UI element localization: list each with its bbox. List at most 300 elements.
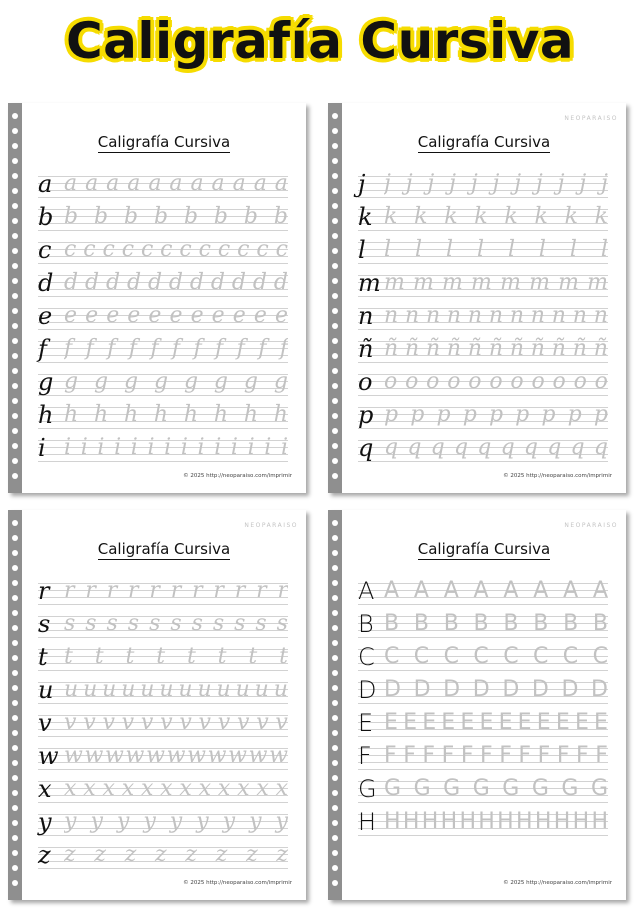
binding-hole (12, 655, 18, 661)
practice-row-v (38, 708, 288, 741)
binding-hole (12, 233, 18, 239)
binding-hole (12, 610, 18, 616)
model-letter: x (38, 775, 52, 803)
trace-letter: m (471, 270, 492, 295)
trace-letter: a (190, 171, 204, 196)
practice-row-w (38, 741, 288, 774)
trace-letter: o (447, 369, 461, 394)
trace-letter: x (140, 776, 154, 801)
trace-letter: f (279, 336, 288, 361)
trace-letter: j (449, 171, 456, 196)
model-letter: l (358, 236, 366, 264)
binding-hole (332, 685, 338, 691)
binding-hole (332, 610, 338, 616)
trace-letter: q (570, 435, 585, 460)
binding-hole (12, 595, 18, 601)
trace-letter: s (85, 611, 97, 636)
binding-hole (332, 595, 338, 601)
model-letter: y (38, 808, 52, 836)
trace-letters (384, 334, 608, 364)
trace-letter: l (445, 237, 454, 262)
model-letter: d (38, 269, 54, 297)
trace-letters (384, 675, 608, 705)
sheet-footer: © 2025 http://neoparaiso.com/imprimir (503, 473, 612, 479)
trace-letters (384, 202, 608, 232)
binding-hole (332, 338, 338, 344)
trace-letters (384, 774, 608, 804)
trace-letter: F (480, 743, 493, 768)
model-letter: w (38, 742, 59, 770)
trace-letter: o (573, 369, 587, 394)
trace-letter: H (516, 809, 533, 834)
trace-letter: ñ (446, 336, 462, 361)
worksheet-uppercase-a-h (328, 510, 626, 900)
binding-hole (332, 835, 338, 841)
trace-letter: F (595, 743, 608, 768)
trace-letter: e (232, 303, 246, 328)
trace-letter: d (252, 270, 267, 295)
binding-hole (332, 383, 338, 389)
trace-letter: o (426, 369, 440, 394)
trace-letter: r (192, 578, 203, 603)
trace-letter: v (179, 710, 192, 735)
trace-letter: m (413, 270, 434, 295)
trace-letter: i (214, 435, 222, 460)
trace-letter: F (403, 743, 416, 768)
trace-letter: h (64, 402, 79, 427)
trace-letter: g (243, 369, 258, 394)
trace-letter: b (93, 204, 109, 229)
trace-letter: z (276, 842, 288, 867)
trace-letter: i (247, 435, 255, 460)
trace-letter: y (90, 809, 103, 834)
trace-letter: o (405, 369, 419, 394)
trace-letter: u (64, 677, 79, 702)
trace-letter: k (384, 204, 398, 229)
binding-hole (12, 263, 18, 269)
trace-letter: a (274, 171, 288, 196)
trace-letter: D (502, 677, 520, 702)
trace-letter: A (443, 578, 459, 603)
trace-letter: v (140, 710, 154, 735)
model-letter: D (358, 676, 377, 704)
trace-letter: n (404, 303, 420, 328)
trace-letter: l (600, 237, 608, 262)
trace-letter: w (187, 743, 206, 768)
trace-letter: p (384, 402, 399, 427)
trace-letter: b (243, 204, 258, 229)
binding-hole (332, 520, 338, 526)
binding-hole (332, 143, 338, 149)
trace-letter: h (183, 402, 199, 427)
trace-letter: w (84, 743, 104, 768)
binding-hole (12, 715, 18, 721)
trace-letter: h (273, 402, 288, 427)
trace-letter: ñ (404, 336, 420, 361)
trace-letter: s (255, 611, 267, 636)
trace-letters (384, 741, 608, 771)
trace-letter: r (256, 578, 267, 603)
trace-letter: e (148, 303, 162, 328)
model-letter: n (358, 302, 374, 330)
trace-letter: C (413, 644, 430, 669)
binding-hole (12, 520, 18, 526)
binding-hole (332, 323, 338, 329)
trace-letter: F (556, 743, 570, 768)
trace-letter: p (593, 402, 608, 427)
trace-letter: u (159, 677, 174, 702)
trace-letter: p (436, 402, 451, 427)
trace-letter: B (384, 611, 400, 636)
trace-letter: v (198, 710, 211, 735)
trace-letter: r (85, 578, 96, 603)
trace-letter: f (128, 336, 137, 361)
binding-hole (12, 835, 18, 841)
trace-letter: i (280, 435, 288, 460)
trace-letter: i (264, 435, 272, 460)
trace-letter: n (509, 303, 524, 328)
binding-hole (332, 203, 338, 209)
spiral-binding (8, 510, 22, 900)
trace-letter: q (477, 435, 492, 460)
model-letter: p (358, 401, 374, 429)
trace-letter: ñ (384, 336, 399, 361)
trace-letter: k (474, 204, 488, 229)
trace-letters (64, 576, 288, 606)
trace-letter: H (534, 809, 552, 834)
binding-hole (332, 473, 338, 479)
trace-letter: t (186, 644, 196, 669)
trace-letter: g (183, 369, 199, 394)
trace-letter: a (85, 171, 99, 196)
trace-letter: r (170, 578, 182, 603)
trace-letter: g (153, 369, 169, 394)
trace-letter: A (533, 578, 549, 603)
practice-rows (38, 169, 288, 466)
binding-hole (12, 760, 18, 766)
trace-letter: F (499, 743, 512, 768)
binding-hole (332, 278, 338, 284)
trace-letters (64, 741, 288, 771)
binding-hole (332, 880, 338, 886)
trace-letter: c (217, 237, 231, 262)
trace-letter: g (123, 369, 139, 394)
trace-letter: g (273, 369, 288, 394)
trace-letter: l (569, 237, 577, 262)
binding-hole (332, 173, 338, 179)
trace-letter: u (83, 677, 98, 702)
binding-hole (12, 640, 18, 646)
trace-letters (64, 708, 288, 738)
practice-row-c (38, 235, 288, 268)
trace-letter: f (193, 336, 202, 361)
practice-row-k (358, 202, 608, 235)
binding-hole (12, 473, 18, 479)
binding-hole (12, 158, 18, 164)
trace-letter: i (147, 435, 155, 460)
binding-hole (12, 383, 18, 389)
binding-hole (12, 820, 18, 826)
binding-hole (332, 775, 338, 781)
trace-letter: C (473, 644, 489, 669)
trace-letter: E (441, 710, 456, 735)
trace-letter: B (443, 611, 459, 636)
binding-hole (12, 790, 18, 796)
practice-row-F (358, 741, 608, 774)
trace-letter: B (563, 611, 579, 636)
trace-letter: w (64, 743, 83, 768)
binding-hole (332, 158, 338, 164)
trace-letters (384, 433, 608, 463)
trace-letter: G (590, 776, 608, 801)
trace-letter: f (236, 336, 245, 361)
trace-letter: o (489, 369, 503, 394)
worksheet-a-i (8, 103, 306, 493)
trace-letter: i (64, 435, 72, 460)
practice-row-l (358, 235, 608, 268)
trace-letter: G (384, 776, 402, 801)
practice-row-m (358, 268, 608, 301)
trace-letter: z (124, 842, 137, 867)
trace-letter: u (102, 677, 117, 702)
trace-letter: e (169, 303, 183, 328)
brand-watermark: NEOPARAISO (564, 115, 618, 122)
trace-letter: v (102, 710, 115, 735)
trace-letter: r (277, 578, 288, 603)
trace-letters (64, 433, 288, 463)
trace-letter: q (500, 435, 515, 460)
trace-letter: D (413, 677, 431, 702)
binding-hole (12, 188, 18, 194)
trace-letter: ñ (572, 336, 587, 361)
trace-letter: c (140, 237, 154, 262)
binding-hole (12, 580, 18, 586)
model-letter: v (38, 709, 52, 737)
trace-letter: w (269, 743, 288, 768)
practice-rows (358, 576, 608, 840)
trace-letters (384, 301, 608, 331)
trace-letter: d (64, 270, 79, 295)
trace-letter: z (185, 842, 197, 867)
binding-hole (332, 128, 338, 134)
trace-letter: v (83, 710, 96, 735)
trace-letter: x (198, 776, 212, 801)
trace-letter: k (594, 204, 608, 229)
trace-letters (64, 169, 288, 199)
trace-letters (64, 609, 288, 639)
binding-hole (12, 398, 18, 404)
trace-letter: w (125, 743, 145, 768)
trace-letter: B (592, 611, 608, 636)
binding-hole (12, 535, 18, 541)
trace-letter: j (492, 171, 500, 196)
trace-letter: A (563, 578, 579, 603)
trace-letter: u (140, 677, 155, 702)
trace-letter: C (592, 644, 608, 669)
trace-letter: D (443, 677, 461, 702)
binding-hole (332, 760, 338, 766)
binding-hole (12, 278, 18, 284)
binding-hole (332, 308, 338, 314)
trace-letter: u (121, 677, 136, 702)
model-letter: F (358, 742, 372, 770)
trace-letter: j (405, 171, 413, 196)
practice-row-H (358, 807, 608, 840)
trace-letters (384, 367, 608, 397)
sheet-footer: © 2025 http://neoparaiso.com/imprimir (183, 880, 292, 886)
trace-letter: c (179, 237, 192, 262)
trace-letter: w (105, 743, 124, 768)
binding-hole (12, 805, 18, 811)
binding-hole (332, 263, 338, 269)
trace-letters (64, 840, 288, 870)
binding-hole (12, 248, 18, 254)
trace-letter: c (198, 237, 211, 262)
trace-letter: g (93, 369, 109, 394)
model-letter: o (358, 368, 373, 396)
trace-letters (64, 400, 288, 430)
model-letter: r (38, 577, 50, 605)
practice-row-a (38, 169, 288, 202)
trace-letter: u (254, 677, 269, 702)
binding-hole (12, 443, 18, 449)
binding-hole (12, 565, 18, 571)
trace-letter: d (210, 270, 225, 295)
binding-hole (332, 790, 338, 796)
trace-letter: c (102, 237, 115, 262)
trace-letter: u (273, 677, 288, 702)
trace-letter: w (248, 743, 268, 768)
main-title (0, 6, 640, 76)
trace-letters (64, 235, 288, 265)
trace-letter: z (64, 842, 76, 867)
model-letter: j (358, 170, 366, 198)
sheet-title: Caligrafía Cursiva (417, 540, 551, 558)
binding-hole (332, 700, 338, 706)
practice-row-d (38, 268, 288, 301)
trace-letter: E (517, 710, 532, 735)
trace-letter: v (121, 710, 135, 735)
trace-letter: x (160, 776, 173, 801)
binding-hole (332, 113, 338, 119)
trace-letter: ñ (467, 336, 483, 361)
binding-hole (332, 353, 338, 359)
trace-letter: u (197, 677, 212, 702)
trace-letter: t (156, 644, 166, 669)
trace-letter: H (553, 809, 571, 834)
model-letter: t (38, 643, 48, 671)
trace-letter: n (593, 303, 608, 328)
model-letter: E (358, 709, 374, 737)
trace-letter: q (593, 435, 608, 460)
binding-hole (332, 368, 338, 374)
trace-letter: x (179, 776, 192, 801)
binding-hole (12, 685, 18, 691)
trace-letter: a (232, 171, 246, 196)
trace-letters (384, 400, 608, 430)
trace-letter: r (149, 578, 160, 603)
trace-letter: n (446, 303, 462, 328)
trace-letter: A (413, 578, 429, 603)
trace-letter: e (274, 303, 288, 328)
trace-letter: m (384, 270, 405, 295)
trace-letter: F (422, 743, 436, 768)
trace-letter: e (190, 303, 204, 328)
trace-letter: p (567, 402, 582, 427)
binding-hole (12, 128, 18, 134)
trace-letters (64, 675, 288, 705)
practice-row-u (38, 675, 288, 708)
practice-row-t (38, 642, 288, 675)
practice-rows (358, 169, 608, 466)
trace-letter: B (533, 611, 549, 636)
trace-letter: d (84, 270, 100, 295)
trace-letter: E (498, 710, 513, 735)
sheet-title: Caligrafía Cursiva (97, 133, 231, 151)
trace-letter: A (503, 578, 519, 603)
trace-letter: p (515, 402, 530, 427)
model-letter: A (358, 577, 375, 605)
trace-letter: r (106, 578, 118, 603)
binding-hole (332, 805, 338, 811)
trace-letter: z (155, 842, 167, 867)
trace-letter: x (256, 776, 269, 801)
trace-letter: H (421, 809, 439, 834)
trace-letter: a (64, 171, 78, 196)
trace-letter: v (275, 710, 288, 735)
worksheet-j-q (328, 103, 626, 493)
model-letter: a (38, 170, 53, 198)
trace-letter: l (384, 237, 392, 262)
trace-letter: d (147, 270, 163, 295)
trace-letter: j (470, 171, 478, 196)
trace-letter: i (230, 435, 238, 460)
trace-letter: w (207, 743, 227, 768)
trace-letters (64, 268, 288, 298)
spiral-binding (328, 510, 342, 900)
model-letter: f (38, 335, 47, 363)
trace-letter: E (479, 710, 494, 735)
trace-letter: q (384, 435, 399, 460)
practice-row-A (358, 576, 608, 609)
model-letter: h (38, 401, 54, 429)
sheet-title: Caligrafía Cursiva (417, 133, 551, 151)
trace-letter: i (114, 435, 122, 460)
practice-row-q (358, 433, 608, 466)
trace-letter: f (150, 336, 159, 361)
binding-hole (332, 428, 338, 434)
trace-letter: c (256, 237, 269, 262)
practice-row-g (38, 367, 288, 400)
trace-letter: j (579, 171, 587, 196)
trace-letter: C (532, 644, 549, 669)
trace-letter: H (440, 809, 458, 834)
binding-hole (12, 850, 18, 856)
trace-letter: E (460, 710, 475, 735)
trace-letter: k (534, 204, 548, 229)
binding-hole (12, 173, 18, 179)
binding-hole (12, 353, 18, 359)
practice-row-C (358, 642, 608, 675)
trace-letter: C (562, 644, 579, 669)
trace-letter: y (249, 809, 262, 834)
trace-letter: E (574, 710, 589, 735)
trace-letter: c (121, 237, 135, 262)
trace-letter: C (503, 644, 519, 669)
practice-row-b (38, 202, 288, 235)
trace-letter: ñ (593, 336, 608, 361)
binding-hole (332, 443, 338, 449)
